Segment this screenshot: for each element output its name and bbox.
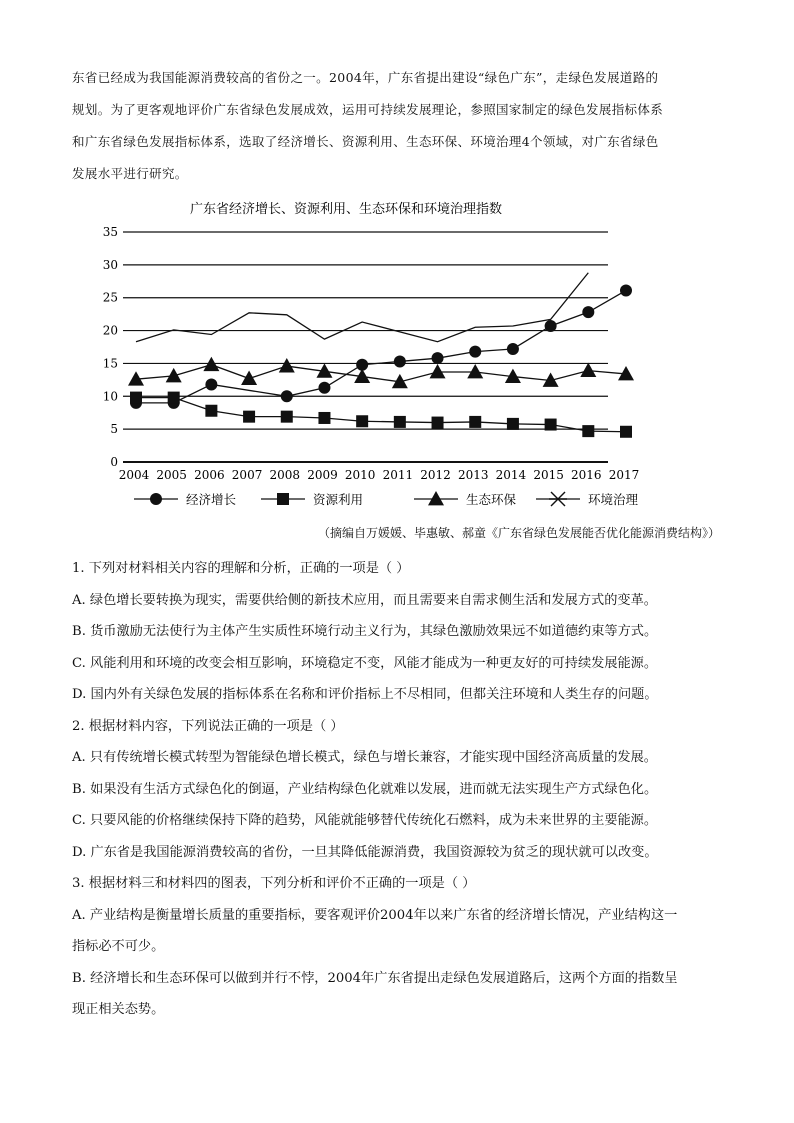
y-tick-label: 5 xyxy=(110,422,118,437)
series-circle xyxy=(130,284,632,408)
x-tick-label: 2010 xyxy=(344,468,376,482)
question-3-option-a-cont: 指标必不可少。 xyxy=(72,939,165,954)
data-point xyxy=(394,355,406,367)
question-2-option-d: D. 广东省是我国能源消费较高的省份，一旦其降低能源消费，我国资源较为贫乏的现状就可以改变。 xyxy=(72,844,658,860)
data-point xyxy=(620,284,632,296)
y-tick-label: 30 xyxy=(102,257,118,272)
series-triangle xyxy=(128,357,634,388)
question-1-option-d: D. 国内外有关绿色发展的指标体系在名称和评价指标上不尽相同，但都关注环境和人类生存的问题。 xyxy=(72,687,658,702)
data-point xyxy=(545,320,557,332)
data-point xyxy=(279,358,295,372)
question-3-option-a: A. 产业结构是衡量增长质量的重要指标，要客观评价2004年以来广东省的经济增长情况，产业结构这一 xyxy=(72,907,678,923)
x-tick-label: 2015 xyxy=(533,468,564,482)
x-tick-label: 2011 xyxy=(382,468,414,482)
question-1-option-b: B. 货币激励无法使行为主体产生实质性环境行动主义行为，其绿色激励效果远不如道德约束等方式。 xyxy=(72,624,658,639)
questions-section xyxy=(72,553,732,1026)
intro-line: 发展水平进行研究。 xyxy=(72,166,188,181)
intro-line: 和广东省绿色发展指标体系，选取了经济增长、资源利用、生态环保、环境治理4个领域，对广东省绿色 xyxy=(72,134,659,149)
data-point xyxy=(469,416,481,428)
x-tick-label: 2007 xyxy=(231,468,263,482)
legend-label: 生态环保 xyxy=(466,492,517,507)
y-tick-label: 0 xyxy=(110,455,118,469)
x-tick-label: 2012 xyxy=(420,468,451,482)
data-point xyxy=(507,418,519,430)
y-tick-label: 35 xyxy=(102,225,118,239)
y-tick-label: 25 xyxy=(102,290,118,305)
intro-paragraph xyxy=(72,62,720,190)
x-tick-label: 2005 xyxy=(156,468,187,482)
x-tick-label: 2013 xyxy=(457,468,489,482)
x-tick-label: 2008 xyxy=(269,468,301,482)
legend-label: 环境治理 xyxy=(588,492,639,507)
question-1-option-a: A. 绿色增长要转换为现实，需要供给侧的新技术应用，而且需要来自需求侧生活和发展方式的变革。 xyxy=(72,592,657,608)
data-point xyxy=(507,343,519,355)
question-2-option-c: C. 只要风能的价格继续保持下降的趋势，风能就能够替代传统化石燃料，成为未来世界的主要能源。 xyxy=(72,813,658,828)
data-point xyxy=(356,415,368,427)
question-3-option-b: B. 经济增长和生态环保可以做到并行不悖，2004年广东省提出走绿色发展道路后，这两个方面的指数呈 xyxy=(72,970,678,986)
data-point xyxy=(467,364,483,378)
data-point xyxy=(545,419,557,431)
series-star xyxy=(136,273,588,342)
data-point xyxy=(580,363,596,377)
legend-item xyxy=(134,492,236,507)
question-1-option-c: C. 风能利用和环境的改变会相互影响，环境稳定不变，风能才能成为一种更友好的可持续发展能源。 xyxy=(72,655,658,671)
data-point xyxy=(130,392,142,404)
series-line xyxy=(136,273,588,342)
x-tick-label: 2009 xyxy=(307,468,338,482)
data-point xyxy=(241,371,257,385)
question-3-stem: 3. 根据材料三和材料四的图表，下列分析和评价不正确的一项是（ ） xyxy=(72,876,476,891)
data-point xyxy=(281,411,293,423)
data-point xyxy=(318,382,330,394)
data-point xyxy=(166,368,182,382)
intro-line: 规划。为了更客观地评价广东省绿色发展成效，运用可持续发展理论，参照国家制定的绿色发展指标体系 xyxy=(72,102,664,117)
question-2-stem: 2. 根据材料内容，下列说法正确的一项是（ ） xyxy=(72,718,344,734)
x-tick-label: 2004 xyxy=(118,468,150,482)
legend-item xyxy=(536,492,639,507)
data-point xyxy=(582,425,594,437)
legend-label: 经济增长 xyxy=(186,492,237,507)
legend-label: 资源利用 xyxy=(313,492,364,507)
data-point xyxy=(432,352,444,364)
data-point xyxy=(582,306,594,318)
data-point xyxy=(168,392,180,404)
question-2-option-b: B. 如果没有生活方式绿色化的倒逼，产业结构绿色化就难以发展，进而就无法实现生产方式绿色化。 xyxy=(72,781,658,797)
x-tick-label: 2014 xyxy=(495,468,527,482)
series-square xyxy=(130,392,632,438)
data-point xyxy=(205,405,217,417)
x-tick-label: 2017 xyxy=(608,468,640,482)
data-point xyxy=(432,417,444,429)
question-2-option-a: A. 只有传统增长模式转型为智能绿色增长模式，绿色与增长兼容，才能实现中国经济高质量的发展。 xyxy=(72,750,657,765)
y-tick-label: 15 xyxy=(102,356,118,371)
y-tick-label: 20 xyxy=(102,323,118,338)
data-point xyxy=(469,346,481,358)
citation: （摘编自万媛媛、毕惠敏、郝童《广东省绿色发展能否优化能源消费结构》） xyxy=(317,526,720,540)
intro-line: 东省已经成为我国能源消费较高的省份之一。2004年，广东省提出建设“绿色广东”，走绿色发展道路的 xyxy=(72,70,659,85)
x-tick-label: 2006 xyxy=(194,468,225,482)
x-tick-label: 2016 xyxy=(571,468,602,482)
data-point xyxy=(243,411,255,423)
data-point xyxy=(318,412,330,424)
legend-item xyxy=(261,492,363,507)
data-point xyxy=(430,364,446,378)
question-3-option-b-cont: 现正相关态势。 xyxy=(72,1002,165,1017)
data-point xyxy=(394,416,406,428)
legend-item xyxy=(414,491,517,507)
question-1-stem: 1. 下列对材料相关内容的理解和分析，正确的一项是（ ） xyxy=(72,561,410,576)
data-point xyxy=(205,378,217,390)
index-line-chart xyxy=(96,195,656,520)
chart-title: 广东省经济增长、资源利用、生态环保和环境治理指数 xyxy=(189,202,503,217)
data-point xyxy=(281,390,293,402)
y-tick-label: 10 xyxy=(102,389,118,404)
data-point xyxy=(620,426,632,438)
